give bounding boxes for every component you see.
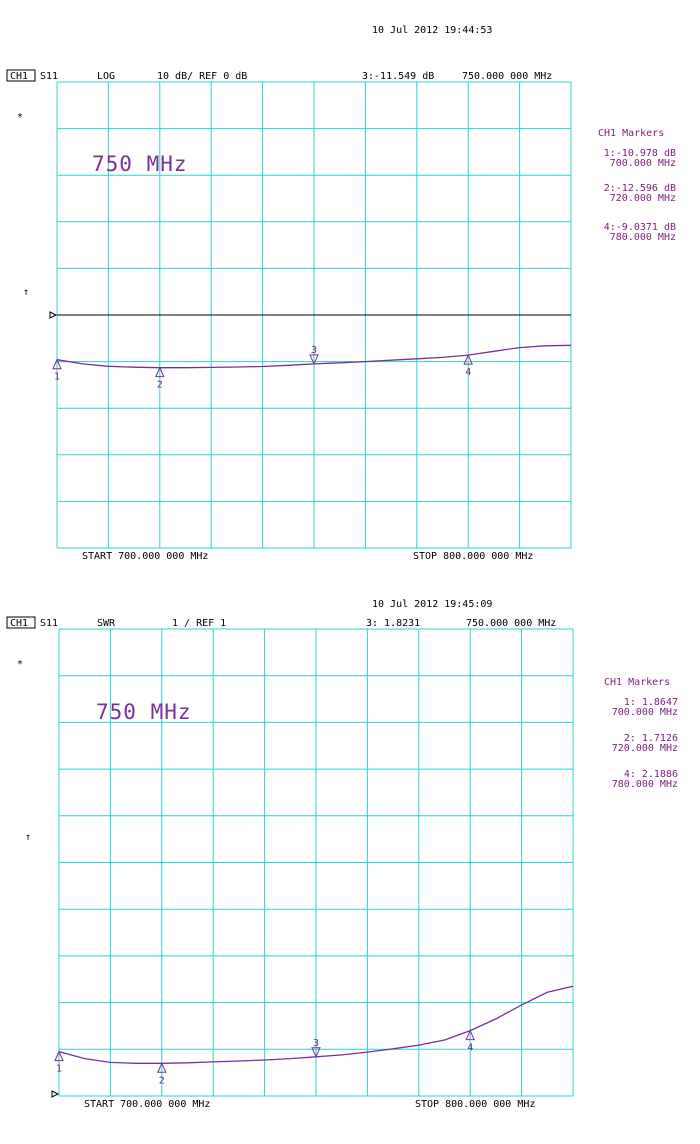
active-marker-readout: 3: 1.8231	[366, 618, 421, 629]
marker-4-value: 4: 2.1886	[623, 769, 678, 780]
markers-title: CH1 Markers	[598, 128, 665, 139]
marker-1-value: 1:-10.978 dB	[603, 148, 676, 159]
marker-1-frequency: 700.000 MHz	[609, 158, 676, 169]
marker-4-value: 4:-9.0371 dB	[603, 222, 676, 233]
star-indicator: *	[17, 112, 24, 123]
marker-3-label: 3	[311, 344, 318, 356]
channel-badge: CH1	[10, 618, 29, 629]
frequency-annotation: 750 MHz	[96, 700, 192, 724]
marker-2-label: 2	[156, 379, 163, 391]
marker-2-value: 2:-12.596 dB	[603, 183, 676, 194]
scale-label: 1 / REF 1	[172, 618, 227, 629]
marker-2-frequency: 720.000 MHz	[609, 193, 676, 204]
marker-4-frequency: 780.000 MHz	[609, 232, 676, 243]
star-indicator: *	[17, 659, 24, 670]
active-marker-readout: 3:-11.549 dB	[362, 71, 435, 82]
format-label: LOG	[97, 71, 116, 82]
ref-arrow: ↑	[25, 832, 32, 843]
reference-pointer	[50, 312, 56, 318]
timestamp: 10 Jul 2012 19:44:53	[372, 25, 493, 36]
marker-4-label: 4	[465, 367, 472, 379]
start-frequency: START 700.000 000 MHz	[82, 551, 209, 562]
scale-label: 10 dB/ REF 0 dB	[157, 71, 248, 82]
marker-2-value: 2: 1.7126	[623, 733, 678, 744]
marker-1-value: 1: 1.8647	[623, 697, 678, 708]
start-frequency: START 700.000 000 MHz	[84, 1099, 211, 1110]
param-label: S11	[40, 71, 59, 82]
marker-1-frequency: 700.000 MHz	[611, 707, 678, 718]
param-label: S11	[40, 618, 59, 629]
marker-1-label: 1	[56, 1063, 63, 1075]
marker-1-label: 1	[54, 371, 61, 383]
format-label: SWR	[97, 618, 116, 629]
markers-title: CH1 Markers	[604, 677, 671, 688]
reference-pointer	[52, 1091, 58, 1097]
ref-arrow: ↑	[23, 287, 30, 298]
s11-swr-chart	[0, 572, 700, 1144]
active-marker-frequency: 750.000 000 MHz	[466, 618, 557, 629]
marker-4-label: 4	[467, 1042, 474, 1054]
marker-4-frequency: 780.000 MHz	[611, 779, 678, 790]
stop-frequency: STOP 800.000 000 MHz	[413, 551, 534, 562]
frequency-annotation: 750 MHz	[92, 152, 188, 176]
s11-swr-panel	[0, 572, 700, 1144]
marker-3-label: 3	[313, 1037, 320, 1049]
channel-badge: CH1	[10, 71, 29, 82]
marker-2-label: 2	[158, 1075, 165, 1087]
active-marker-frequency: 750.000 000 MHz	[462, 71, 553, 82]
marker-2-frequency: 720.000 MHz	[611, 743, 678, 754]
timestamp: 10 Jul 2012 19:45:09	[372, 599, 493, 610]
stop-frequency: STOP 800.000 000 MHz	[415, 1099, 536, 1110]
